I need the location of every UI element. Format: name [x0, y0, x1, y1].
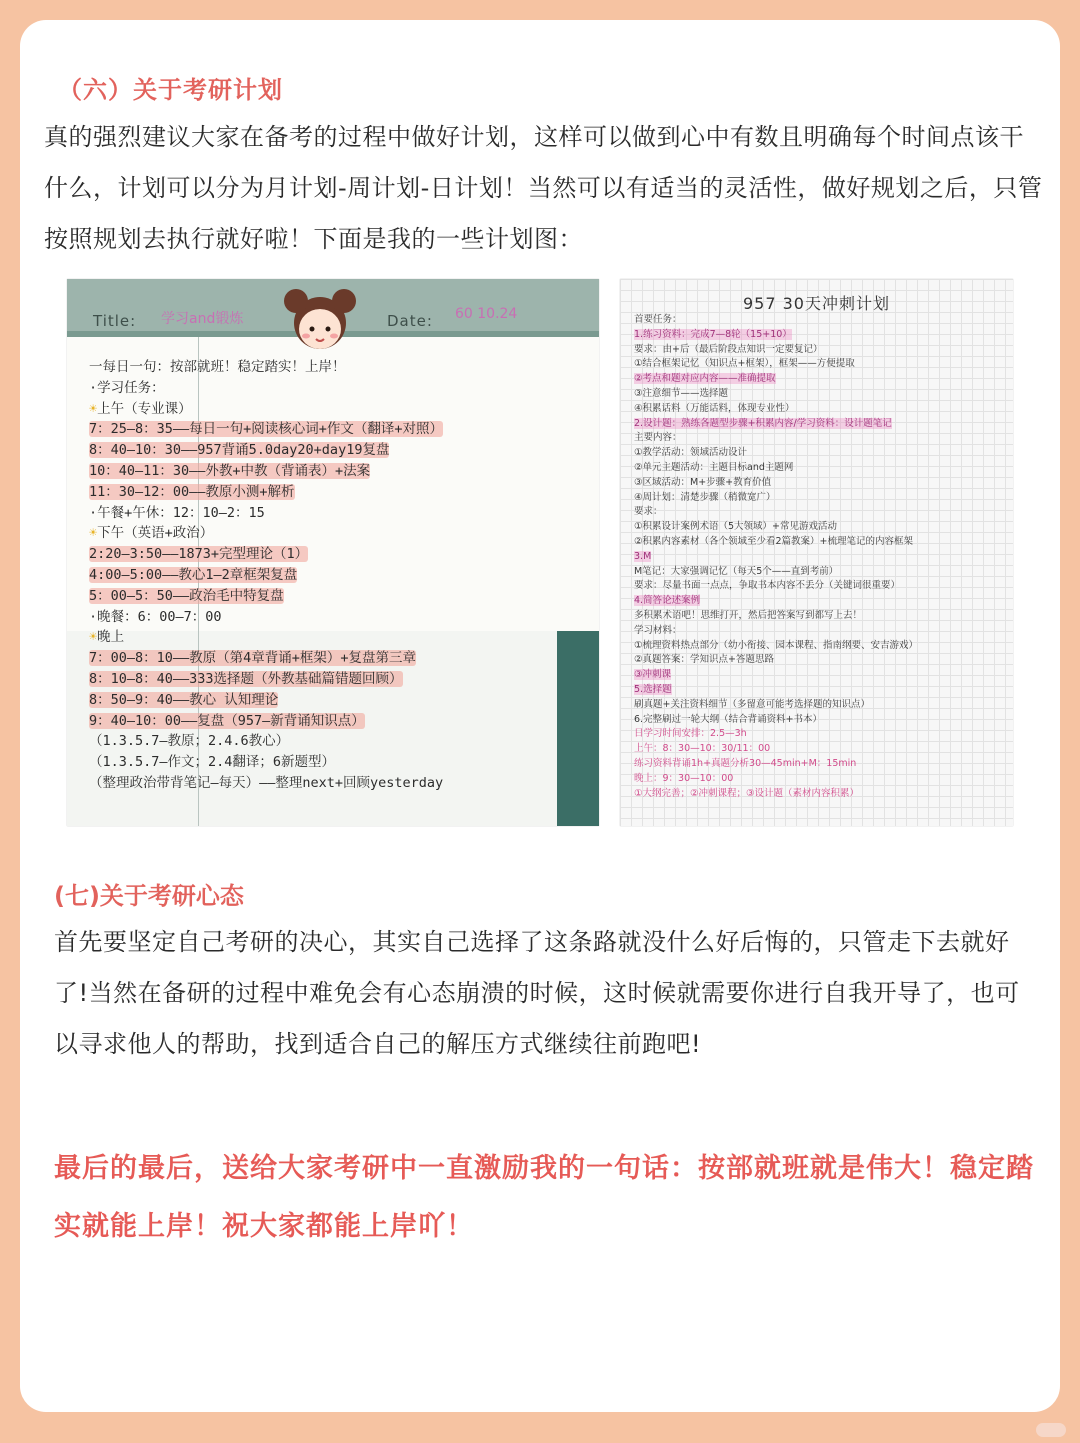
list-item: 2:20—3:50——1873+完型理论（1）: [89, 546, 309, 563]
list-item: ④周计划：清楚步骤（稍微宽广）: [634, 491, 776, 503]
list-item: 刷真题+关注资料细节（多留意可能考选择题的知识点）: [634, 698, 870, 710]
list-item: 首要任务：: [634, 314, 682, 325]
list-item: ②单元主题活动：主题目标and主题网: [634, 461, 794, 473]
sprint-plan-title: 957 30天冲刺计划: [743, 294, 890, 313]
list-item: ①积累设计案例术语（5大领域）+常见游戏活动: [634, 521, 838, 533]
list-item: 4:00—5:00——教心1—2章框架复盘: [89, 566, 298, 583]
list-item: ②积累内容素材（各个领域至少看2篇教案）+梳理笔记的内容框架: [634, 535, 914, 547]
list-item: 要求：: [634, 506, 663, 518]
list-item: 一每日一句：按部就班！稳定踏实！上岸！: [89, 359, 346, 375]
planner-date-value: 60 10.24: [455, 306, 518, 322]
closing-quote: 最后的最后，送给大家考研中一直激励我的一句话：按部就班就是伟大！稳定踏实就能上岸！祝大家都能上岸吖！: [54, 1153, 1034, 1242]
list-item: ·晚餐：6：00—7：00: [89, 608, 222, 625]
list-item: ①梳理资料热点部分（幼小衔接、园本课程、指南纲要、安吉游戏）: [634, 639, 919, 651]
section-heading-plan: （六）关于考研计划: [58, 76, 283, 104]
watermark-badge: [1036, 1423, 1066, 1437]
daily-planner-image: [67, 279, 599, 826]
list-item: 多积累术语吧！思维打开，然后把答案写到都写上去！: [634, 609, 863, 621]
list-item: ②真题答案：学知识点+答题思路: [634, 654, 774, 666]
list-item: 8：50—9：40——教心 认知理论: [89, 691, 279, 708]
list-item: 2.设计题：熟练各题型步骤+积累内容/学习资料：设计题笔记: [634, 417, 892, 429]
list-item: 3.M: [634, 550, 652, 562]
list-item: M笔记：大家强调记忆（每天5个——直到考前）: [634, 565, 839, 577]
list-item: ·午餐+午休：12：10—2：15: [89, 504, 265, 521]
list-item: ①结合框架记忆（知识点+框架），框架——方便提取: [634, 358, 855, 370]
list-item: ①教学活动：领域活动设计: [634, 447, 748, 459]
list-item: ☀下午（英语+政治）: [89, 525, 214, 542]
sun-icon: ☀: [89, 629, 98, 646]
list-item: 9：40—10：00——复盘（957—新背诵知识点）: [89, 712, 365, 729]
planner-schedule-lines: [89, 357, 589, 794]
section-heading-mindset: (七)关于考研心态: [54, 882, 244, 910]
list-item: 7：00—8：10——教原（第4章背诵+框架）+复盘第三章: [89, 650, 417, 667]
list-item: ③冲刺课: [634, 669, 672, 681]
list-item: 日学习时间安排：2.5—3h: [634, 728, 747, 740]
list-item: ·学习任务：: [89, 379, 165, 396]
list-item: 晚上：9：30—10：00: [634, 772, 734, 784]
cartoon-girl-icon: [280, 283, 360, 357]
sun-icon: ☀: [89, 400, 98, 417]
list-item: 学习材料：: [634, 624, 682, 636]
sprint-plan-lines: [634, 313, 1010, 801]
list-item: 8：40—10：30——957背诵5.0day20+day19复盘: [89, 442, 390, 459]
list-item: 练习资料背诵1h+真题分析30—45min+M：15min: [634, 757, 857, 769]
list-item: 8：10—8：40——333选择题（外教基础篇错题回顾）: [89, 670, 403, 687]
section-body-plan: 真的强烈建议大家在备考的过程中做好计划，这样可以做到心中有数且明确每个时间点该干什么，计划可以分为月计划-周计划-日计划！当然可以有适当的灵活性，做好规划之后，只管按照规划去执行就好啦！下面是我的一些计划图：: [44, 123, 1043, 253]
planner-date-label: Date:: [387, 312, 433, 330]
list-item: 5：00—5：50——政治毛中特复盘: [89, 587, 284, 604]
list-item: 10：40—11：30——外教+中教（背诵表）+法案: [89, 462, 371, 479]
list-item: 5.选择题: [634, 683, 672, 695]
list-item: ☀晚上: [89, 629, 125, 646]
list-item: ③区域活动：M+步骤+教育价值: [634, 476, 772, 488]
list-item: （1.3.5.7—教原；2.4.6教心）: [89, 733, 290, 750]
sprint-plan-image: [620, 279, 1013, 826]
list-item: 1.练习资料：完成7—8轮（15+10）: [634, 328, 792, 340]
list-item: 要求：由+后（最后阶段点知识一定要复记）: [634, 343, 823, 355]
list-item: 要求：尽量书面一点点，争取书本内容不丢分（关键词很重要）: [634, 580, 901, 592]
list-item: 6.完整刷过一轮大纲（结合背诵资料+书本）: [634, 713, 823, 725]
list-item: ④积累话料（万能话料，体现专业性）: [634, 402, 795, 414]
list-item: （整理政治带背笔记—每天）——整理next+回顾yesterday: [89, 774, 444, 791]
list-item: 主要内容：: [634, 432, 682, 444]
list-item: ②考点和题对应内容——准确提取: [634, 373, 776, 385]
list-item: 4.简答论述案例: [634, 595, 701, 607]
planner-title-value: 学习and锻炼: [161, 311, 244, 327]
planner-title-label: Title:: [93, 312, 137, 330]
sun-icon: ☀: [89, 525, 98, 542]
list-item: ☀上午（专业课）: [89, 400, 192, 417]
section-body-mindset: 首先要坚定自己考研的决心，其实自己选择了这条路就没什么好后悔的，只管走下去就好了!当然在备研的过程中难免会有心态崩溃的时候，这时候就需要你进行自我开导了，也可以寻求他人的帮助，找到适合自己的解压方式继续往前跑吧!: [54, 928, 1020, 1058]
list-item: 11：30—12：00——教原小测+解析: [89, 483, 295, 500]
list-item: 7：25—8：35——每日一句+阅读核心词+作文（翻译+对照）: [89, 421, 444, 438]
list-item: 上午：8：30—10：30/11：00: [634, 743, 771, 755]
list-item: （1.3.5.7—作文；2.4翻译；6新题型）: [89, 754, 336, 771]
list-item: ①大纲完善；②冲刺课程；③设计题（素材内容积累）: [634, 787, 860, 799]
list-item: ③注意细节——选择题: [634, 387, 729, 399]
